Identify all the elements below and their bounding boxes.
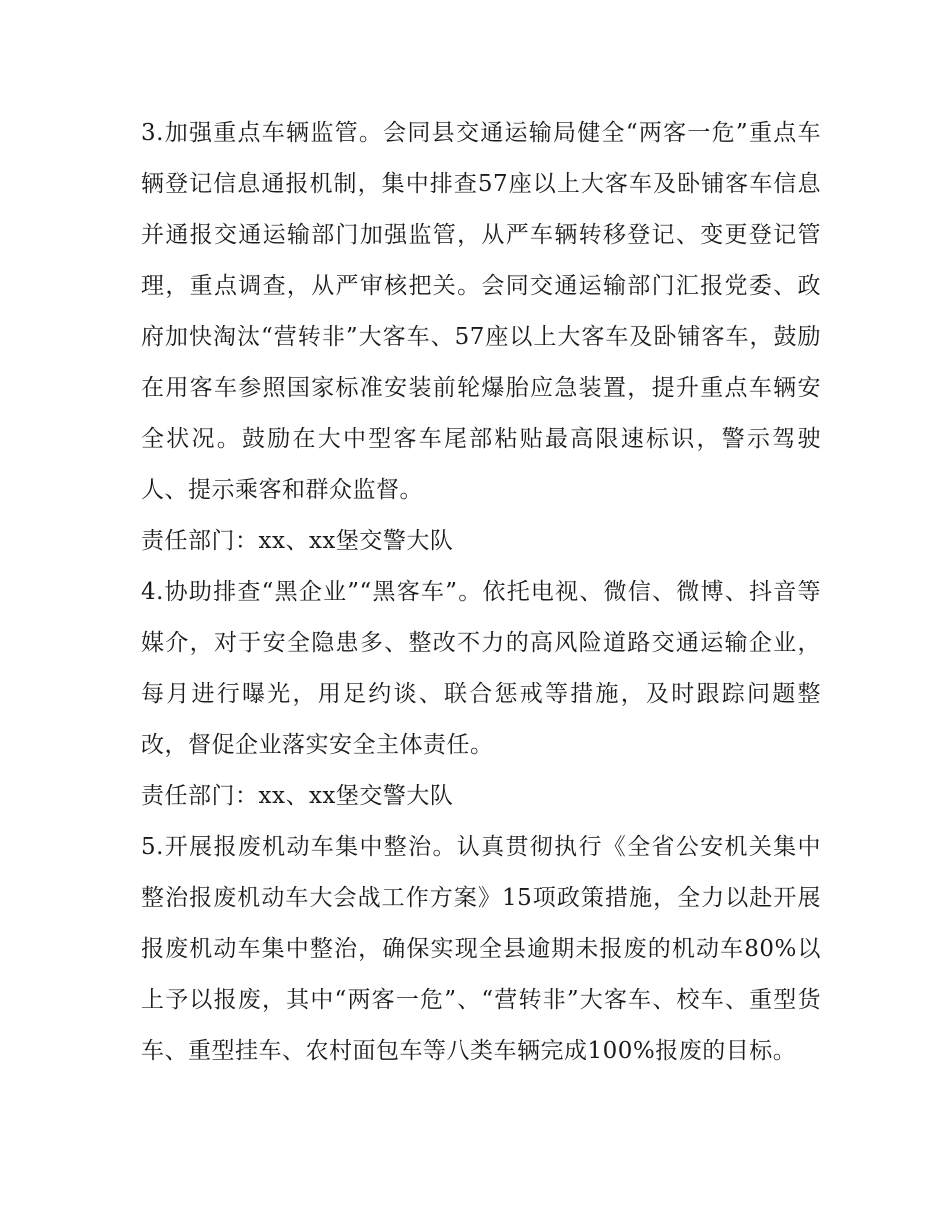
responsible-department-item-3: 责任部门：xx、xx堡交警大队	[141, 528, 454, 554]
paragraph-item-5: 5.开展报废机动车集中整治。认真贯彻执行《全省公安机关集中整治报废机动车大会战工作方案》15项政策措施，全力以赴开展报废机动车集中整治，确保实现全县逾期未报废的机动车80%以上予以报废，其中“两客一危”、“营转非”大客车、校车、重型货车、重型挂车、农村面包车等八类车辆完成100%报废的目标。	[141, 834, 821, 1064]
responsible-department-item-4: 责任部门：xx、xx堡交警大队	[141, 783, 454, 809]
document-body	[141, 108, 821, 1077]
paragraph-item-4: 4.协助排查“黑企业”“黑客车”。依托电视、微信、微博、抖音等媒介，对于安全隐患多、整改不力的高风险道路交通运输企业，每月进行曝光，用足约谈、联合惩戒等措施，及时跟踪问题整改，督促企业落实安全主体责任。	[141, 579, 821, 758]
paragraph-item-3: 3.加强重点车辆监管。会同县交通运输局健全“两客一危”重点车辆登记信息通报机制，集中排查57座以上大客车及卧铺客车信息并通报交通运输部门加强监管，从严车辆转移登记、变更登记管理，重点调查，从严审核把关。会同交通运输部门汇报党委、政府加快淘汰“营转非”大客车、57座以上大客车及卧铺客车，鼓励在用客车参照国家标准安装前轮爆胎应急装置，提升重点车辆安全状况。鼓励在大中型客车尾部粘贴最高限速标识，警示驾驶人、提示乘客和群众监督。	[141, 120, 821, 503]
